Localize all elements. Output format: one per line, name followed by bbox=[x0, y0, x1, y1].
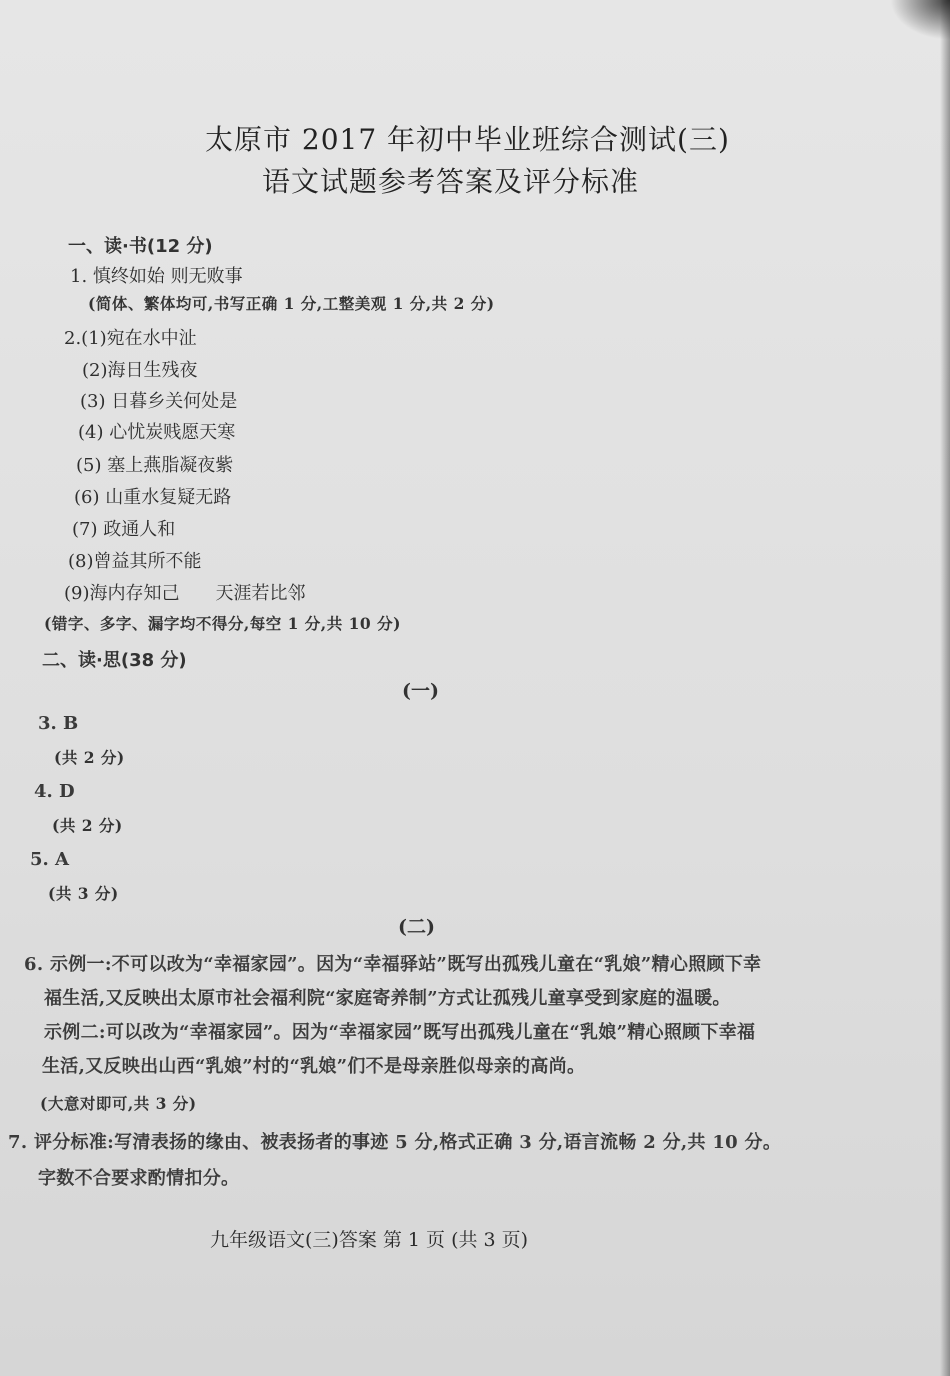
q2-note: (错字、多字、漏字均不得分,每空 1 分,共 10 分) bbox=[44, 614, 401, 633]
q2-item-1: 2.(1)宛在水中沚 bbox=[64, 328, 197, 349]
q1-answer: 1. 慎终如始 则无败事 bbox=[70, 266, 243, 287]
q6-line-4: 生活,又反映出山西“乳娘”村的“乳娘”们不是母亲胜似母亲的高尚。 bbox=[42, 1056, 586, 1077]
q5-answer: 5. A bbox=[30, 849, 70, 870]
q2-item-4: (4) 心忧炭贱愿天寒 bbox=[78, 422, 236, 443]
part1-label: (一) bbox=[402, 680, 439, 702]
q2-item-9 bbox=[64, 579, 306, 605]
q6-line-2: 福生活,又反映出太原市社会福利院“家庭寄养制”方式让孤残儿童享受到家庭的温暖。 bbox=[44, 988, 731, 1009]
q1-note: (简体、繁体均可,书写正确 1 分,工整美观 1 分,共 2 分) bbox=[88, 294, 495, 313]
q6-line-1: 6. 示例一:不可以改为“幸福家园”。因为“幸福驿站”既写出孤残儿童在“乳娘”精心照顾下幸 bbox=[24, 954, 762, 975]
q2-item-8: (8)曾益其所不能 bbox=[68, 551, 202, 572]
q7-line-1: 7. 评分标准:写清表扬的缘由、被表扬者的事迹 5 分,格式正确 3 分,语言流畅 2 分,共 10 分。 bbox=[8, 1132, 782, 1153]
section2-heading: 二、读·思(38 分) bbox=[42, 650, 187, 671]
q3-answer: 3. B bbox=[38, 713, 79, 734]
q2-item-5: (5) 塞上燕脂凝夜紫 bbox=[76, 455, 234, 476]
q3-note: (共 2 分) bbox=[54, 748, 125, 767]
q2-item-2: (2)海日生残夜 bbox=[82, 360, 198, 381]
part2-label: (二) bbox=[398, 916, 435, 938]
q5-note: (共 3 分) bbox=[48, 884, 119, 903]
q6-line-3: 示例二:可以改为“幸福家园”。因为“幸福家园”既写出孤残儿童在“乳娘”精心照顾下幸福 bbox=[44, 1022, 756, 1043]
q6-note: (大意对即可,共 3 分) bbox=[40, 1094, 197, 1113]
corner-shadow bbox=[890, 0, 950, 40]
q2-item-7: (7) 政通人和 bbox=[72, 519, 176, 540]
q4-note: (共 2 分) bbox=[52, 816, 123, 835]
title-line-1: 太原市 2017 年初中毕业班综合测试(三) bbox=[205, 123, 730, 156]
title-line-2: 语文试题参考答案及评分标准 bbox=[262, 165, 640, 198]
q2-item-9-second: 天涯若比邻 bbox=[215, 583, 306, 604]
q4-answer: 4. D bbox=[34, 781, 75, 802]
q2-item-9-first: (9)海内存知己 bbox=[64, 583, 180, 604]
section1-heading: 一、读·书(12 分) bbox=[68, 236, 213, 257]
q7-line-2: 字数不合要求酌情扣分。 bbox=[38, 1168, 240, 1189]
q2-item-3: (3) 日暮乡关何处是 bbox=[80, 391, 238, 412]
q2-item-6: (6) 山重水复疑无路 bbox=[74, 487, 232, 508]
page-footer: 九年级语文(三)答案 第 1 页 (共 3 页) bbox=[210, 1229, 529, 1251]
page-edge-shadow bbox=[940, 0, 950, 1376]
